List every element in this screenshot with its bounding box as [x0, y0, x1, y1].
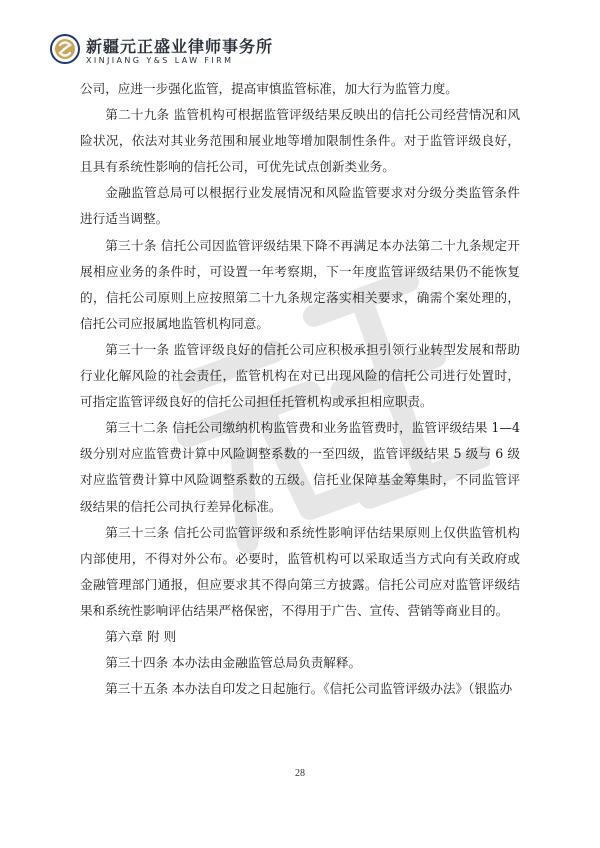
- paragraph: 公司，应进一步强化监管，提高审慎监管标准，加大行为监管力度。: [80, 81, 458, 96]
- paragraph: 第三十五条 本办法自印发之日起施行。《信托公司监管评级办法》（银监办: [105, 681, 513, 697]
- paragraph: 第三十条 信托公司因监管评级结果下降不再满足本办法第二十九条规定开展相应业务的条件时，可设置一年考察期，下一年度监管评级结果仍不能恢复的，信托公司原则上应按照第二十九条规定落实相关要求，确需个案处理的，信托公司应报属地监管机构同意。: [80, 237, 520, 331]
- paragraph: 第三十二条 信托公司缴纳机构监管费和业务监管费时，监管评级结果 1—4 级分别对应监管费计算中风险调整系数的一至四级，监管评级结果 5 级与 6 级对应监管费计算中风险调整系数的五级。信托业保障基金筹集时，不同监管评级结果的信托公司执行差异化标准。: [80, 420, 520, 514]
- firm-name-cn: 新疆元正盛业律师事务所: [86, 37, 274, 56]
- paragraph: 第三十一条 监管评级良好的信托公司应积极承担引领行业转型发展和帮助行业化解风险的社会责任，监管机构在对已出现风险的信托公司进行处置时，可指定监管评级良好的信托公司担任托管机构或承担相应职责。: [80, 341, 520, 410]
- paragraph: 金融监管总局可以根据行业发展情况和风险监管要求对分级分类监管条件进行适当调整。: [80, 185, 520, 227]
- paragraph: 第三十四条 本办法由金融监管总局负责解释。: [105, 655, 362, 671]
- paragraph: 第二十九条 监管机构可根据监管评级结果反映出的信托公司经营情况和风险状况，依法对其业务范围和展业地等增加限制性条件。对于监管评级良好，且具有系统性影响的信托公司，可优先试点创新类业务。: [80, 107, 520, 175]
- page-number: 28: [295, 768, 305, 779]
- firm-name-en: XINJIANG Y&S LAW FIRM: [86, 56, 234, 65]
- paragraph: 第三十三条 信托公司监管评级和系统性影响评估结果原则上仅供监管机构内部使用，不得对外公布。必要时，监管机构可以采取适当方式向有关政府或金融管理部门通报，但应要求其不得向第三方披露。信托公司应对监管评级结果和系统性影响评估结果严格保密，不得用于广告、宣传、营销等商业目的。: [80, 524, 520, 618]
- firm-logo-icon: [50, 34, 80, 64]
- chapter-heading: 第六章 附 则: [105, 628, 177, 644]
- page-header: [50, 32, 550, 72]
- document-body: [80, 76, 520, 702]
